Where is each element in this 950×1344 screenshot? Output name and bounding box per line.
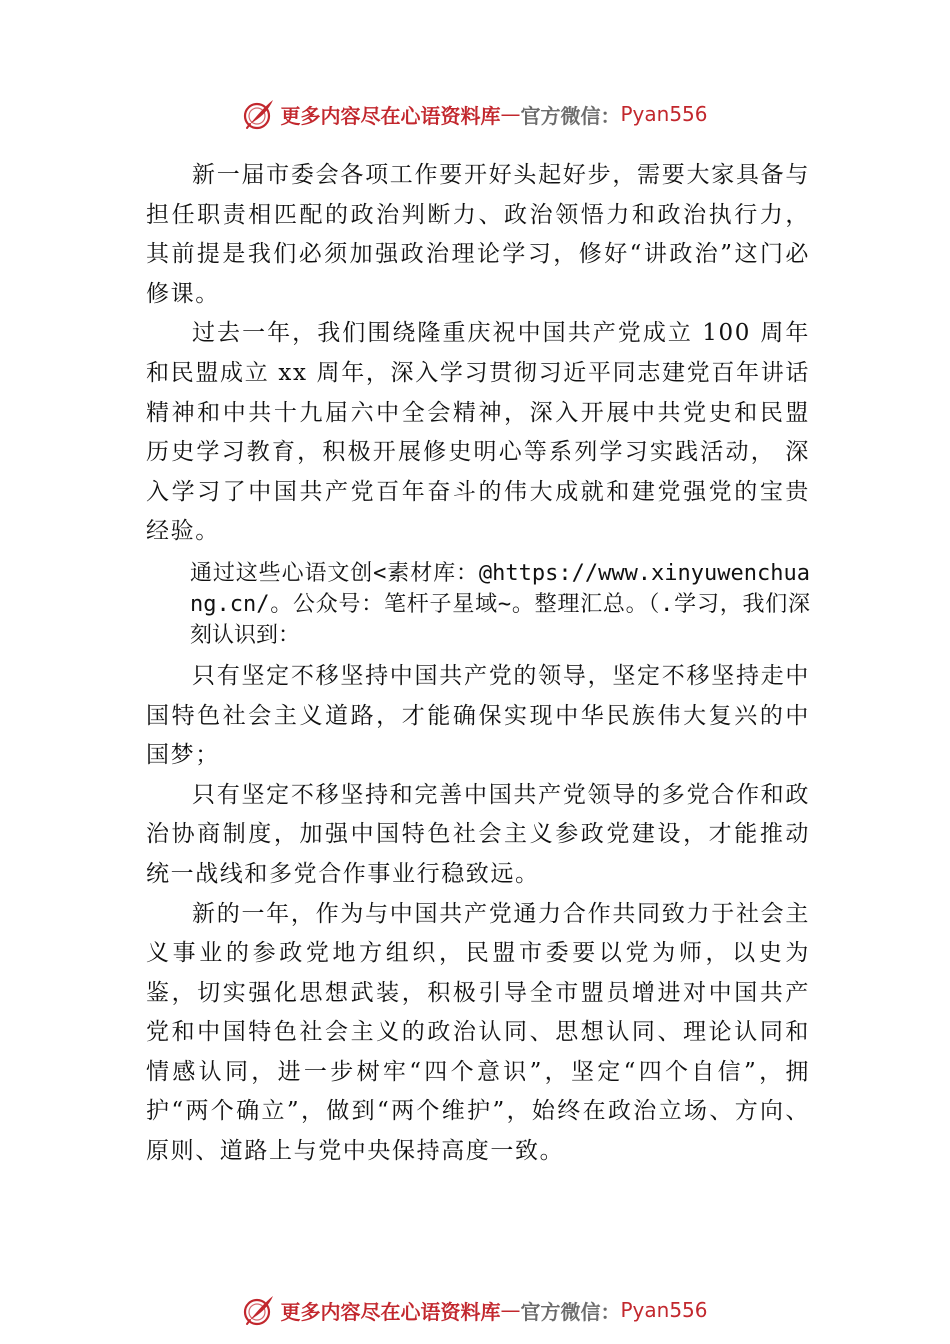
header-banner [0,96,950,132]
quill-pen-logo-icon [242,97,276,131]
document-body [146,156,810,1172]
banner-wechat-label: 官方微信： [520,103,621,128]
paragraph: 新的一年，作为与中国共产党通力合作共同致力于社会主义事业的参政党地方组织，民盟市委要以党为师，以史为鉴，切实强化思想武装，积极引导全市盟员增进对中国共产党和中国特色社会主义的政治认同、思想认同、理论认同和情感认同，进一步树牢“四个意识”，坚定“四个自信”，拥护“两个确立”，做到“两个维护”，始终在政治立场、方向、原则、道路上与党中央保持高度一致。 [146,900,810,1165]
banner-wechat-id: Pyan556 [620,1298,708,1322]
paragraph: 只有坚定不移坚持和完善中国共产党领导的多党合作和政治协商制度，加强中国特色社会主义参政党建设，才能推动统一战线和多党合作事业行稳致远。 [146,781,810,887]
footer-banner [0,1292,950,1328]
banner-dash: — [500,1298,521,1322]
banner-dash: — [500,102,521,126]
banner-site-name: 更多内容尽在心语资料库 [280,103,501,128]
quill-pen-logo-icon [242,1293,276,1327]
source-note-paragraph: 通过这些心语文创<素材库：@https://www.xinyuwenchuang.cn/。公众号：笔杆子星域~。整理汇总。（.学习，我们深刻认识到： [190,560,810,648]
banner-wechat-id: Pyan556 [620,102,708,126]
paragraph: 新一届市委会各项工作要开好头起好步，需要大家具备与担任职责相匹配的政治判断力、政治领悟力和政治执行力，其前提是我们必须加强政治理论学习，修好“讲政治”这门必修课。 [146,162,810,307]
paragraph: 只有坚定不移坚持中国共产党的领导，坚定不移坚持走中国特色社会主义道路，才能确保实现中华民族伟大复兴的中国梦； [146,662,810,769]
paragraph: 过去一年，我们围绕隆重庆祝中国共产党成立 100 周年和民盟成立 xx 周年，深入学习贯彻习近平同志建党百年讲话精神和中共十九届六中全会精神，深入开展中共党史和民盟历史学习教育，积极开展修史明心等系列学习实践活动， 深入学习了中国共产党百年奋斗的伟大成就和建党强党的宝贵经验。 [146,320,810,545]
banner-site-name: 更多内容尽在心语资料库 [280,1299,501,1324]
header-banner-content [242,97,707,131]
footer-banner-content [242,1293,707,1327]
banner-wechat-label: 官方微信： [520,1299,621,1324]
